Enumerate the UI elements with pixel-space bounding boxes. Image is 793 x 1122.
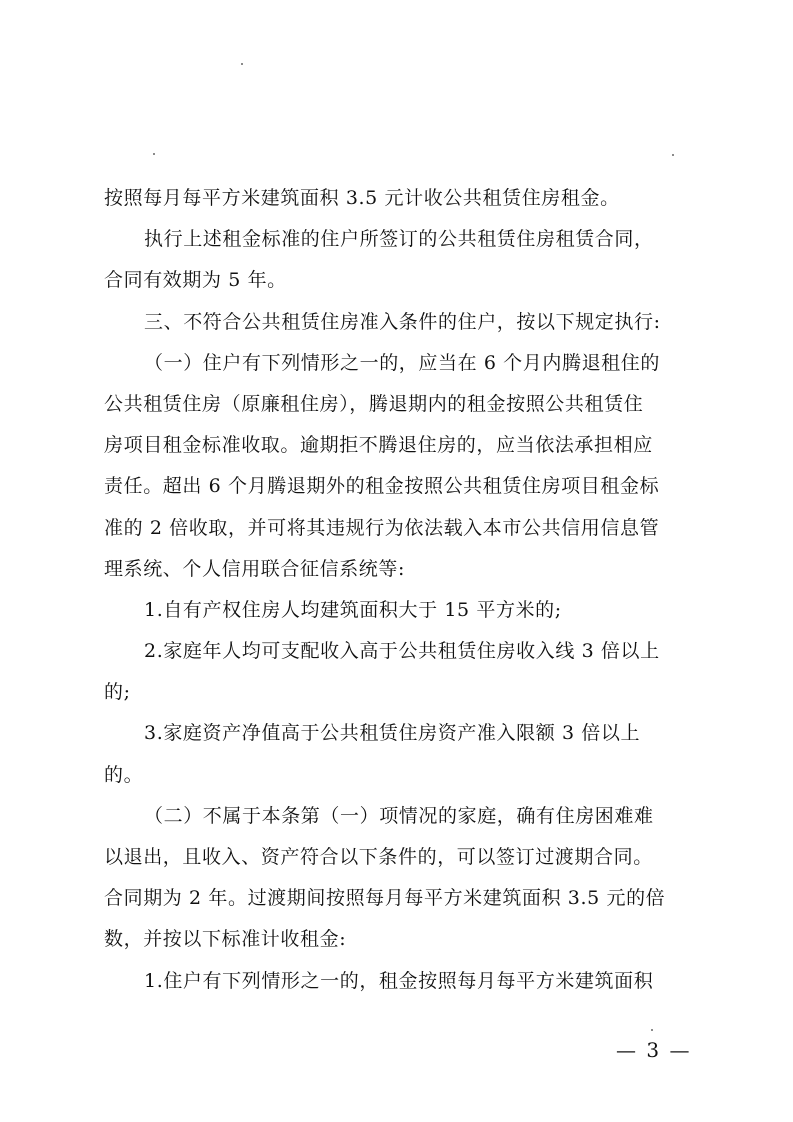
text-line: 1.自有产权住房人均建筑面积大于 15 平方米的;	[144, 598, 562, 621]
text-line: 公共租赁住房（原廉租住房），腾退期内的租金按照公共租赁住	[104, 392, 644, 415]
text-line: 以退出，且收入、资产符合以下条件的，可以签订过渡期合同。	[104, 846, 653, 868]
scan-speck	[672, 154, 674, 156]
text-line: 按照每月每平方米建筑面积 3.5 元计收公共租赁住房租金。	[104, 187, 620, 209]
scan-speck	[651, 1029, 653, 1031]
text-line: （一）住户有下列情形之一的，应当在 6 个月内腾退租住的	[144, 351, 660, 374]
text-line: 理系统、个人信用联合征信系统等:	[104, 557, 406, 580]
scan-speck	[241, 63, 243, 65]
document-body	[104, 178, 688, 1002]
text-line: 合同期为 2 年。过渡期间按照每月每平方米建筑面积 3.5 元的倍	[104, 887, 666, 910]
text-line: 3.家庭资产净值高于公共租赁住房资产准入限额 3 倍以上	[144, 722, 641, 745]
text-line: 的;	[104, 681, 131, 704]
text-line: 2.家庭年人均可支配收入高于公共租赁住房收入线 3 倍以上	[144, 640, 660, 663]
text-line: 合同有效期为 5 年。	[104, 269, 287, 292]
text-line: 数，并按以下标准计收租金:	[104, 928, 347, 951]
text-line: 房项目租金标准收取。逾期拒不腾退住房的，应当依法承担相应	[104, 434, 653, 457]
text-line: 的。	[104, 763, 144, 786]
text-line: （二）不属于本条第（一）项情况的家庭，确有住房困难难	[144, 804, 654, 827]
text-line: 1.住户有下列情形之一的，租金按照每月每平方米建筑面积	[144, 969, 654, 992]
text-line: 执行上述租金标准的住户所签订的公共租赁住房租赁合同，	[144, 228, 654, 251]
page-number: — 3 —	[616, 1038, 692, 1062]
text-line: 责任。超出 6 个月腾退期外的租金按照公共租赁住房项目租金标	[104, 475, 660, 498]
text-line: 准的 2 倍收取，并可将其违规行为依法载入本市公共信用信息管	[104, 516, 660, 539]
scan-speck	[153, 153, 155, 155]
text-line: 三、不符合公共租赁住房准入条件的住户，按以下规定执行:	[144, 310, 661, 333]
